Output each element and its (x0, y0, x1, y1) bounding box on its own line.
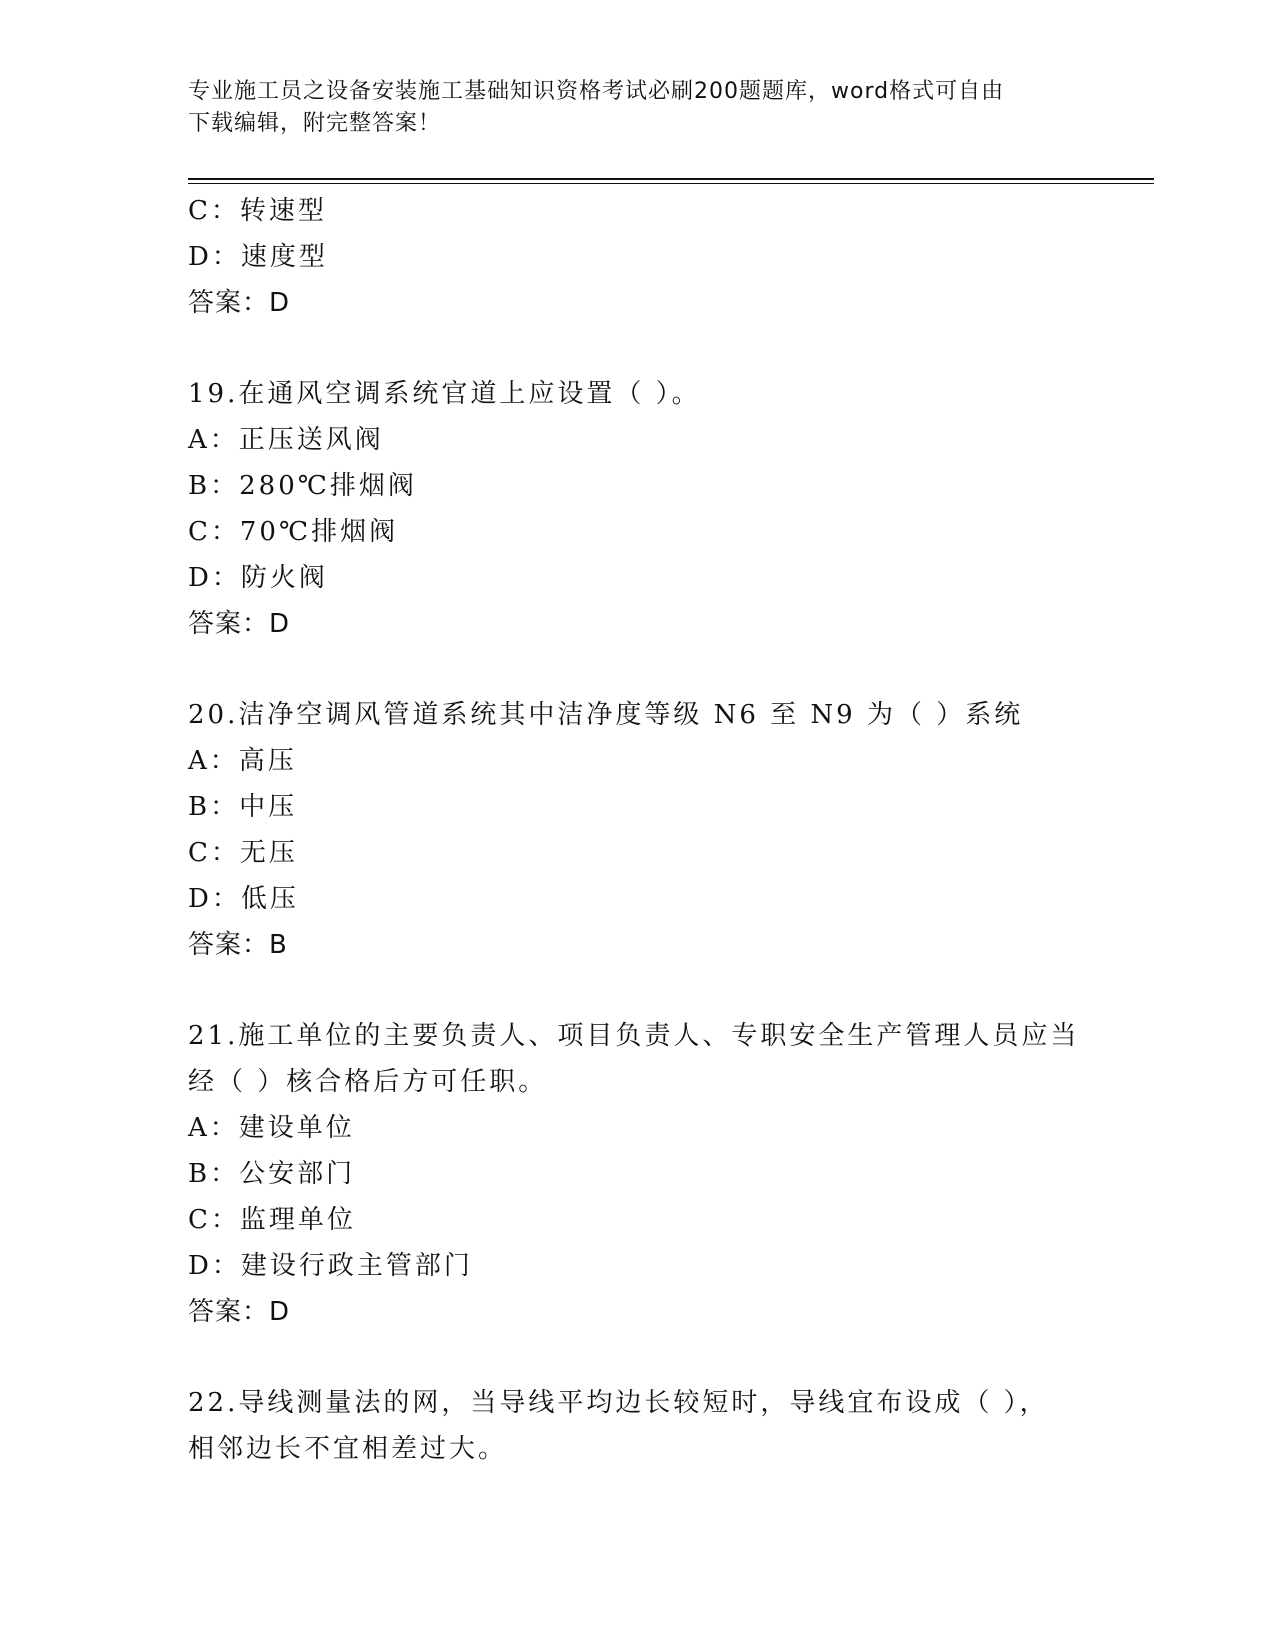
question-stem: 20.洁净空调风管道系统其中洁净度等级 N6 至 N9 为（ ）系统 (188, 700, 1024, 730)
option-c: C：70℃排烟阀 (188, 517, 399, 547)
option-d: D：速度型 (188, 242, 328, 272)
question-stem-line-1: 22.导线测量法的网，当导线平均边长较短时，导线宜布设成（ ）， (188, 1388, 1049, 1418)
answer: 答案：D (188, 288, 291, 318)
option-a: A：建设单位 (188, 1113, 355, 1143)
option-c: C：无压 (188, 838, 298, 868)
spacer (188, 1335, 1088, 1380)
document-header (188, 76, 1078, 140)
answer: 答案：D (188, 1297, 291, 1327)
header-line-2: 下载编辑，附完整答案！ (188, 111, 442, 136)
option-d: D：防火阀 (188, 563, 328, 593)
option-a: A：正压送风阀 (188, 425, 384, 455)
option-c: C：转速型 (188, 196, 327, 226)
header-divider-thick (188, 178, 1154, 180)
spacer (188, 326, 1088, 371)
question-stem-line-1: 21.施工单位的主要负责人、项目负责人、专职安全生产管理人员应当 (188, 1021, 1080, 1051)
option-b: B：280℃排烟阀 (188, 471, 417, 501)
question-19 (188, 371, 1088, 647)
option-b: B：中压 (188, 792, 298, 822)
answer: 答案：D (188, 609, 291, 639)
document-body (188, 188, 1088, 1472)
header-divider-thin (188, 183, 1154, 184)
option-d: D：低压 (188, 884, 299, 914)
header-line-1: 专业施工员之设备安装施工基础知识资格考试必刷200题题库，word格式可自由 (188, 79, 1005, 104)
spacer (188, 647, 1088, 692)
spacer (188, 968, 1088, 1013)
option-b: B：公安部门 (188, 1159, 356, 1189)
question-stem: 19.在通风空调系统官道上应设置（ ）。 (188, 379, 701, 409)
question-stem-line-2: 相邻边长不宜相差过大。 (188, 1434, 508, 1464)
previous-question-tail (188, 188, 1088, 326)
option-c: C：监理单位 (188, 1205, 356, 1235)
option-a: A：高压 (188, 746, 297, 776)
question-stem-line-2: 经（ ）核合格后方可任职。 (188, 1067, 548, 1097)
question-20 (188, 692, 1088, 968)
question-21 (188, 1013, 1088, 1335)
answer: 答案：B (188, 930, 288, 960)
option-d: D：建设行政主管部门 (188, 1251, 473, 1281)
question-22 (188, 1380, 1088, 1472)
